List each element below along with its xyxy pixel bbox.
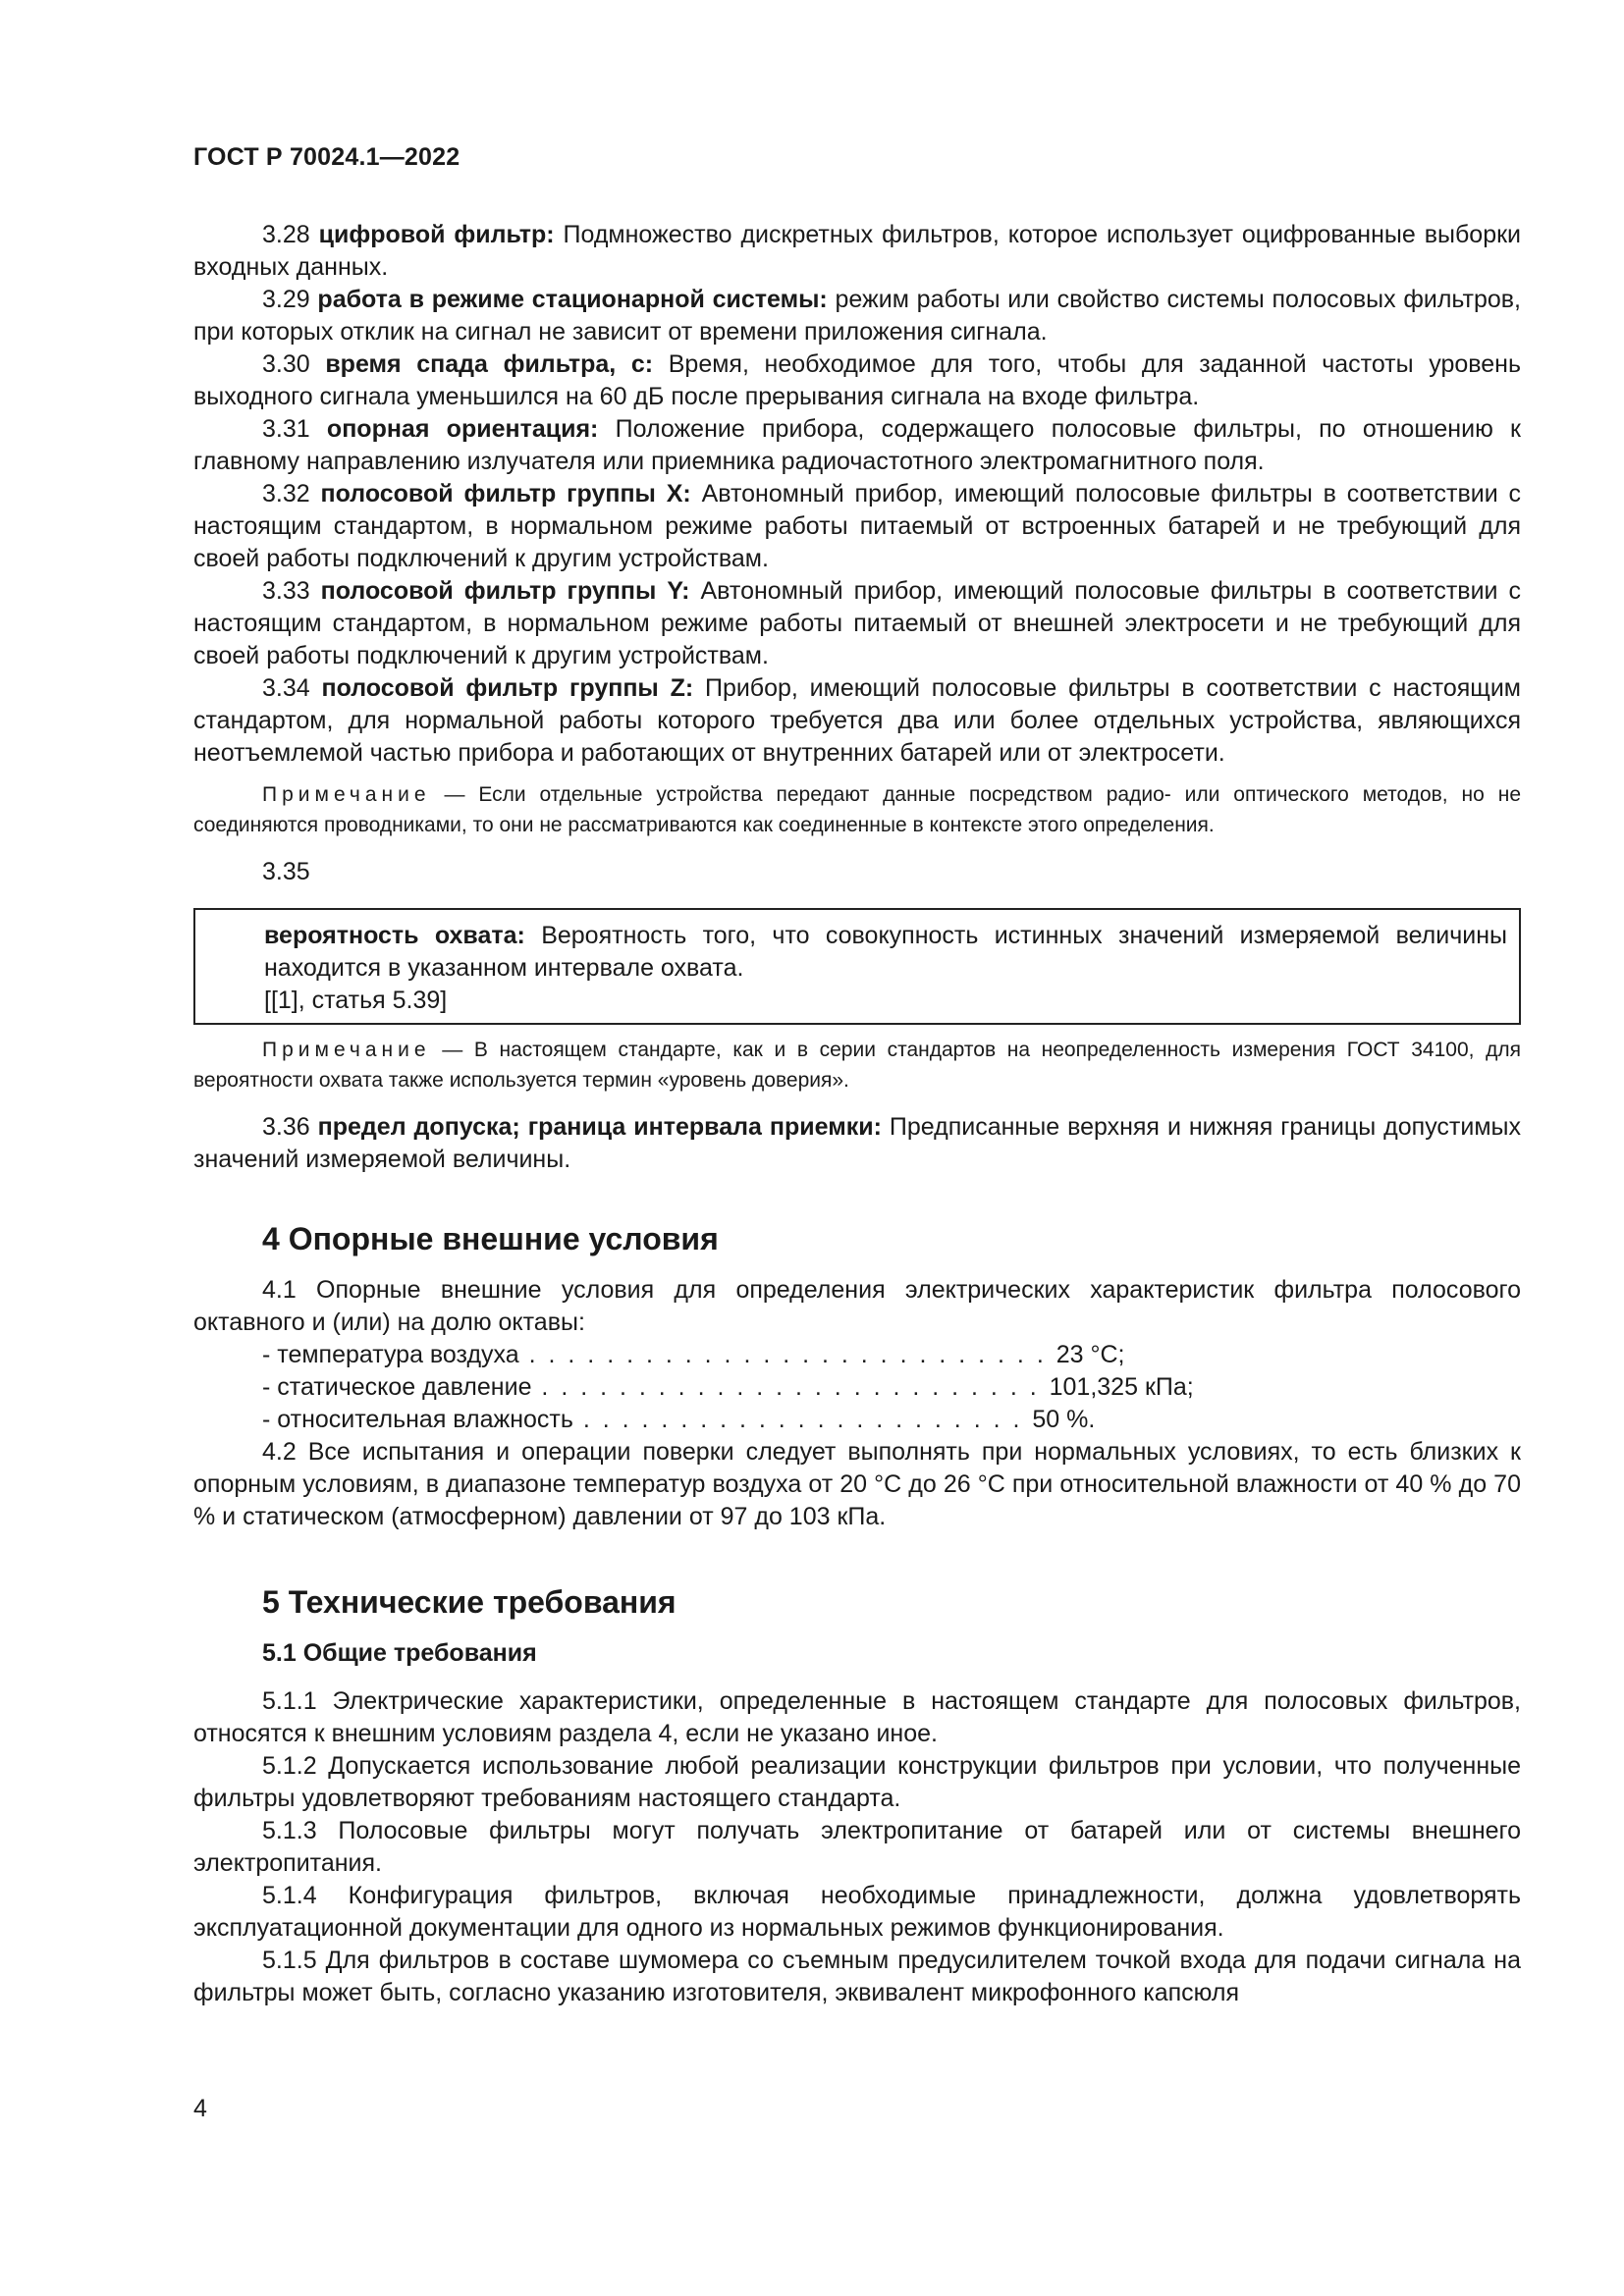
definition-text: Автономный прибор, имеющий полосовые фильтры в соответствии с настоящим стандартом, в нормальном режиме работы питаемый от внешней электросети и не требующий для своей работы подключений к другим устройствам. bbox=[193, 577, 1522, 669]
definition-3-35-number: 3.35 bbox=[262, 858, 310, 885]
definition-term: вероятность охвата: bbox=[264, 922, 525, 949]
definition-term: время спада фильтра, с: bbox=[325, 350, 654, 378]
definition-number: 3.33 bbox=[262, 577, 310, 605]
definition-3-35-box bbox=[193, 908, 1521, 1025]
condition-value: 101,325 кПа; bbox=[1049, 1373, 1194, 1401]
paragraph-4-1: 4.1 Опорные внешние условия для определения электрических характеристик фильтра полосового октавного и (или) на долю октавы: bbox=[193, 1276, 1521, 1336]
definition-text: Вероятность того, что совокупность истинных значений измеряемой величины находится в указанном интервале охвата. bbox=[264, 922, 1507, 982]
definition-text: Подмножество дискретных фильтров, которое использует оцифрованные выборки входных данных. bbox=[193, 221, 1522, 281]
definition-text: Предписанные верхняя и нижняя границы допустимых значений измеряемой величины. bbox=[193, 1113, 1521, 1173]
condition-pressure bbox=[262, 1371, 1521, 1404]
standard-designation: ГОСТ Р 70024.1—2022 bbox=[193, 143, 460, 171]
definition-term: опорная ориентация: bbox=[326, 415, 599, 443]
definition-number: 3.30 bbox=[262, 350, 310, 378]
definition-text: Автономный прибор, имеющий полосовые фильтры в соответствии с настоящим стандартом, в нормальном режиме работы питаемый от встроенных батарей и не требующий для своей работы подключений к другим устройствам. bbox=[193, 480, 1521, 572]
note-text: — В настоящем стандарте, как и в серии стандартов на неопределенность измерения ГОСТ 34100, для вероятности охвата также используется термин «уровень доверия». bbox=[193, 1039, 1521, 1092]
definition-term: полосовой фильтр группы Y: bbox=[320, 577, 690, 605]
definition-number: 3.28 bbox=[262, 221, 310, 248]
definition-text: Положение прибора, содержащего полосовые фильтры, по отношению к главному направлению излучателя или приемника радиочастотного электромагнитного поля. bbox=[193, 415, 1521, 475]
document-page bbox=[193, 143, 1521, 2009]
definition-term: полосовой фильтр группы Z: bbox=[321, 674, 694, 702]
note-label: Примечание bbox=[262, 1039, 431, 1061]
note-text: — Если отдельные устройства передают данные посредством радио- или оптического методов, но не соединяются проводниками, то они не рассматриваются как соединенные в контексте этого определения. bbox=[193, 783, 1521, 836]
definition-text: Время, необходимое для того, чтобы для заданной частоты уровень выходного сигнала уменьшился на 60 дБ после прерывания сигнала на входе фильтра. bbox=[193, 350, 1521, 410]
definition-3-29 bbox=[193, 284, 1521, 348]
definition-term: работа в режиме стационарной системы: bbox=[317, 286, 828, 313]
definition-text: режим работы или свойство системы полосовых фильтров, при которых отклик на сигнал не зависит от времени приложения сигнала. bbox=[193, 286, 1521, 346]
leader-dots: . . . . . . . . . . . . . . . . . . . . . . . bbox=[572, 1406, 1033, 1433]
paragraph-5-1-1: 5.1.1 Электрические характеристики, определенные в настоящем стандарте для полосовых фильтров, относятся к внешним условиям раздела 4, если не указано иное. bbox=[193, 1687, 1521, 1747]
definition-3-36 bbox=[193, 1111, 1521, 1176]
leader-dots: . . . . . . . . . . . . . . . . . . . . . . . . . . . bbox=[518, 1341, 1056, 1368]
condition-label: - статическое давление bbox=[262, 1373, 532, 1401]
definition-reference: [[1], статья 5.39] bbox=[264, 987, 448, 1014]
section-4-heading: 4 Опорные внешние условия bbox=[262, 1221, 719, 1256]
subsection-5-1-heading: 5.1 Общие требования bbox=[262, 1639, 537, 1667]
condition-label: - температура воздуха bbox=[262, 1341, 519, 1368]
definition-number: 3.34 bbox=[262, 674, 310, 702]
note-2 bbox=[193, 1035, 1521, 1095]
note-label: Примечание bbox=[262, 783, 431, 806]
definition-3-30 bbox=[193, 348, 1521, 413]
paragraph-4-2: 4.2 Все испытания и операции поверки следует выполнять при нормальных условиях, то есть близких к опорным условиям, в диапазоне температур воздуха от 20 °C до 26 °C при относительной влажности от 40 % до 70 % и статическом (атмосферном) давлении от 97 до 103 кПа. bbox=[193, 1438, 1521, 1530]
condition-value: 50 %. bbox=[1032, 1406, 1096, 1433]
page-number: 4 bbox=[193, 2095, 207, 2122]
definition-text: Прибор, имеющий полосовые фильтры в соответствии с настоящим стандартом, для нормальной работы которого требуется два или более отдельных устройства, являющихся неотъемлемой частью прибора и работающих от внутренних батарей или от электросети. bbox=[193, 674, 1521, 767]
definition-term: полосовой фильтр группы X: bbox=[320, 480, 691, 507]
condition-value: 23 °C; bbox=[1056, 1341, 1125, 1368]
definition-3-34 bbox=[193, 672, 1521, 770]
definition-3-32 bbox=[193, 478, 1521, 575]
note-1 bbox=[193, 779, 1521, 840]
definition-3-33 bbox=[193, 575, 1521, 672]
definition-term: цифровой фильтр: bbox=[318, 221, 555, 248]
condition-humidity bbox=[262, 1404, 1521, 1436]
definition-3-31 bbox=[193, 413, 1521, 478]
condition-label: - относительная влажность bbox=[262, 1406, 573, 1433]
definition-number: 3.29 bbox=[262, 286, 310, 313]
leader-dots: . . . . . . . . . . . . . . . . . . . . . . . . . . bbox=[531, 1373, 1050, 1401]
definition-3-35 bbox=[264, 920, 1507, 985]
paragraph-5-1-4: 5.1.4 Конфигурация фильтров, включая необходимые принадлежности, должна удовлетворять эксплуатационной документации для одного из нормальных режимов функционирования. bbox=[193, 1882, 1521, 1942]
definition-3-28 bbox=[193, 219, 1521, 284]
section-5-heading: 5 Технические требования bbox=[262, 1584, 677, 1620]
definition-number: 3.36 bbox=[262, 1113, 310, 1141]
definition-number: 3.32 bbox=[262, 480, 310, 507]
paragraph-5-1-5: 5.1.5 Для фильтров в составе шумомера со съемным предусилителем точкой входа для подачи сигнала на фильтры может быть, согласно указанию изготовителя, эквивалент микрофонного капсюля bbox=[193, 1947, 1521, 2006]
paragraph-5-1-3: 5.1.3 Полосовые фильтры могут получать электропитание от батарей или от системы внешнего электропитания. bbox=[193, 1817, 1521, 1877]
condition-temperature bbox=[262, 1339, 1521, 1371]
definition-term: предел допуска; граница интервала приемки: bbox=[317, 1113, 882, 1141]
paragraph-5-1-2: 5.1.2 Допускается использование любой реализации конструкции фильтров при условии, что полученные фильтры удовлетворяют требованиям настоящего стандарта. bbox=[193, 1752, 1521, 1812]
definition-number: 3.31 bbox=[262, 415, 310, 443]
